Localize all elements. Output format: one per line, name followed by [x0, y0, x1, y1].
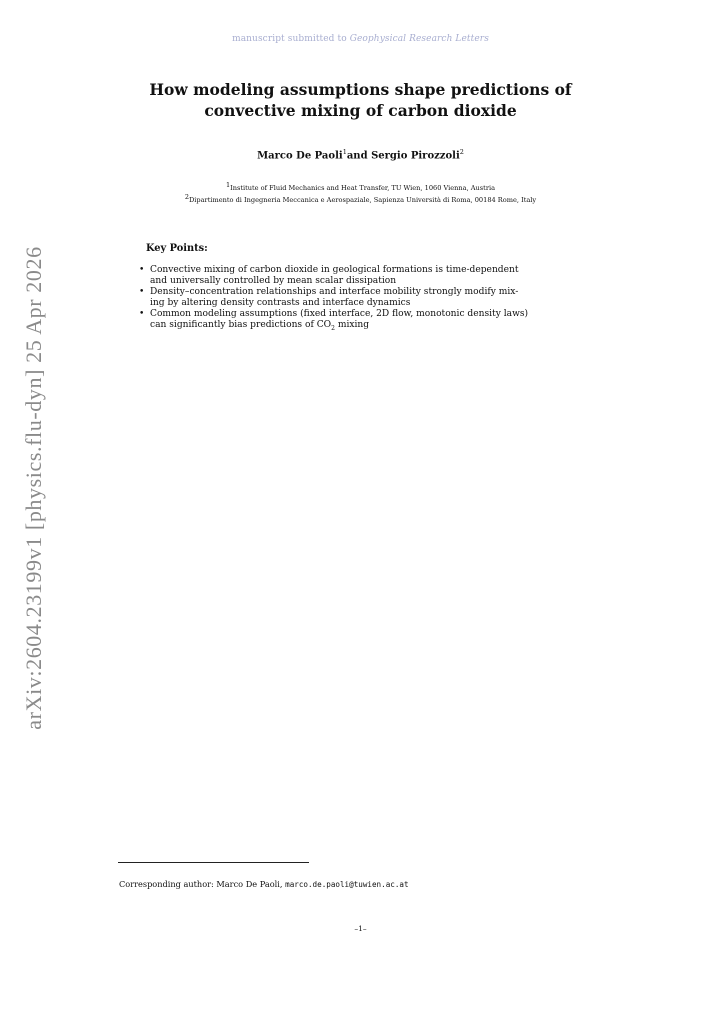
manuscript-header: [0, 34, 721, 44]
affiliation-2: [0, 193, 721, 205]
key-point-item: [136, 309, 606, 334]
subscript: 2: [331, 324, 335, 332]
affiliation-mark: 1: [225, 181, 231, 189]
key-point-item: [136, 287, 606, 309]
affiliation-text: Dipartimento di Ingegneria Meccanica e Aerospaziale, Sapienza Università di Roma, 00184 Rome, Italy: [189, 196, 537, 205]
key-point-line: Common modeling assumptions (fixed interface, 2D flow, monotonic density laws): [150, 309, 529, 319]
arxiv-identifier-stamp: arXiv:2604.23199v1 [physics.flu-dyn] 25 Apr 2026: [21, 246, 46, 730]
author-name: Marco De Paoli: [257, 150, 343, 162]
key-point-text: can significantly bias predictions of CO: [150, 320, 332, 330]
bullet-icon: •: [139, 287, 145, 297]
journal-name: Geophysical Research Letters: [349, 34, 489, 44]
bullet-icon: •: [139, 309, 145, 319]
key-point-line: Density–concentration relationships and interface mobility strongly modify mix-: [150, 287, 519, 297]
key-point-text: mixing: [334, 320, 370, 330]
author-affil-mark: 2: [459, 148, 464, 156]
key-point-item: [136, 265, 606, 287]
title-line-1: How modeling assumptions shape predictions of: [149, 80, 572, 99]
key-point-line: and universally controlled by mean scalar dissipation: [150, 276, 397, 286]
author-name: Sergio Pirozzoli: [371, 150, 460, 162]
author-affil-mark: 1: [342, 148, 347, 156]
key-point-line: ing by altering density contrasts and interface dynamics: [150, 298, 411, 308]
affiliation-1: [0, 181, 721, 193]
page-number: –1–: [354, 924, 367, 933]
affiliation-mark: 2: [184, 193, 189, 202]
corresponding-author-footnote: [119, 879, 409, 889]
affiliation-text: Institute of Fluid Mechanics and Heat Transfer, TU Wien, 1060 Vienna, Austria: [230, 184, 496, 193]
key-point-line: Convective mixing of carbon dioxide in geological formations is time-dependent: [150, 265, 519, 275]
affiliations: [0, 181, 721, 205]
footnote-label: Corresponding author: Marco De Paoli,: [119, 879, 286, 889]
footnote-divider: [118, 862, 309, 863]
key-point-line: [150, 320, 606, 334]
key-points-list: [136, 265, 606, 334]
title-line-2: convective mixing of carbon dioxide: [204, 101, 517, 120]
author-separator: and: [346, 150, 372, 162]
key-points-heading: Key Points:: [146, 243, 208, 254]
author-list: [0, 148, 721, 161]
bullet-icon: •: [139, 265, 145, 275]
header-prefix: manuscript submitted to: [232, 34, 350, 44]
paper-title: [0, 79, 721, 121]
author-email: marco.de.paoli@tuwien.ac.at: [285, 880, 409, 889]
